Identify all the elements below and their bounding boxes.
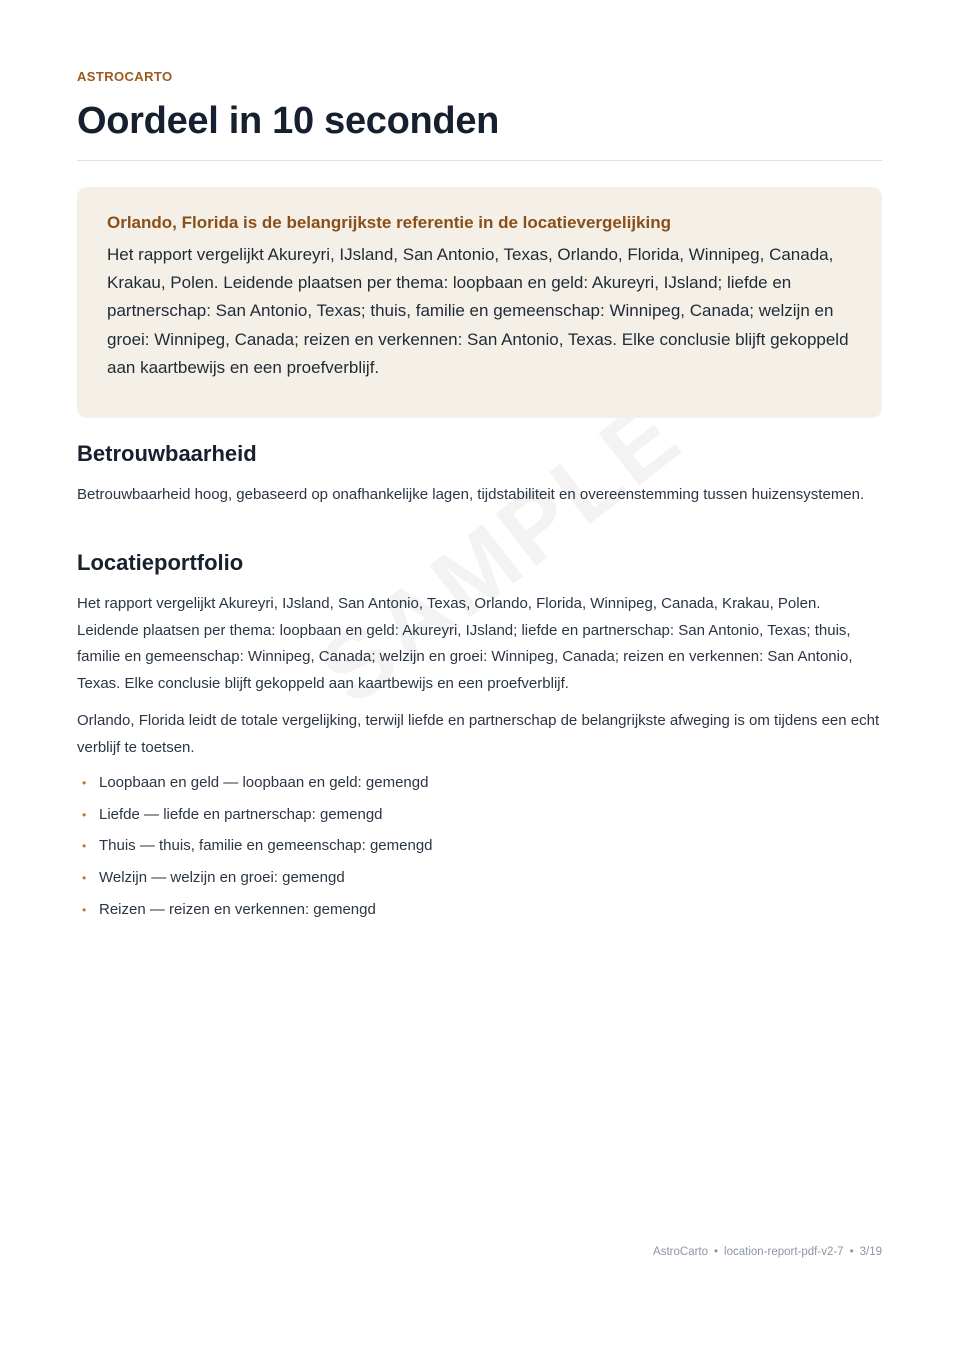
bullet-icon: • [82,871,87,886]
portfolio-paragraph-1: Het rapport vergelijkt Akureyri, IJsland, San Antonio, Texas, Orlando, Florida, Winnipeg, Canada, Krakau, Polen. Leidende plaatsen per thema: loopbaan en geld: Akureyri, IJsland; liefde en partnerschap: San Antonio, Texas; thuis, familie en gemeenschap: Winnipeg, Canada; welzijn en groei: Winnipeg, Canada; reizen en verkennen: San Antonio, Texas. Elke conclusie blijft gekoppeld aan kaartbewijs en een proefverblijf. [77,595,853,692]
brand-eyebrow: ASTROCARTO [77,69,173,84]
list-item [77,900,433,932]
list-item-text: Thuis — thuis, familie en gemeenschap: gemengd [99,837,433,855]
list-item-text: Welzijn — welzijn en groei: gemengd [99,869,345,887]
footer-document-id: location-report-pdf-v2-7 [724,1246,844,1258]
list-item-text: Liefde — liefde en partnerschap: gemengd [99,805,383,823]
summary-text: Het rapport vergelijkt Akureyri, IJsland, San Antonio, Texas, Orlando, Florida, Winnipeg, Canada, Krakau, Polen. Leidende plaatsen per thema: loopbaan en geld: Akureyri, IJsland; liefde en partnerschap: San Antonio, Texas; thuis, familie en gemeenschap: Winnipeg, Canada; welzijn en groei: Winnipeg, Canada; reizen en verkennen: San Antonio, Texas. Elke conclusie blijft gekoppeld aan kaartbewijs en een proefverblijf. [107,245,849,377]
footer-page-number: 3/19 [859,1246,882,1258]
list-item [77,805,433,837]
list-item [77,836,433,868]
bullet-icon: • [82,807,87,822]
footer-separator: • [849,1246,854,1258]
page-footer [653,1246,882,1258]
portfolio-heading: Locatieportfolio [77,550,244,575]
summary-heading: Orlando, Florida is de belangrijkste referentie in de locatievergelijking [107,213,671,232]
bullet-icon: • [82,776,87,790]
verdict-summary-box [77,187,882,418]
portfolio-paragraph-2: Orlando, Florida leidt de totale vergelijking, terwijl liefde en partnerschap de belangrijkste afweging is om tijdens een echt verblijf te toetsen. [77,712,880,756]
title-divider [77,160,882,161]
theme-list [77,773,433,931]
reliability-heading: Betrouwbaarheid [77,441,257,466]
page-title: Oordeel in 10 seconden [77,100,500,142]
reliability-text: Betrouwbaarheid hoog, gebaseerd op onafhankelijke lagen, tijdstabiliteit en overeenstemming tussen huizensystemen. [77,486,865,503]
bullet-icon: • [82,839,87,854]
bullet-icon: • [82,902,87,917]
list-item [77,868,433,900]
list-item [77,773,433,805]
list-item-text: Reizen — reizen en verkennen: gemengd [99,900,376,918]
list-item-text: Loopbaan en geld — loopbaan en geld: gemengd [99,774,429,791]
footer-brand: AstroCarto [653,1246,709,1258]
footer-separator: • [714,1246,719,1258]
